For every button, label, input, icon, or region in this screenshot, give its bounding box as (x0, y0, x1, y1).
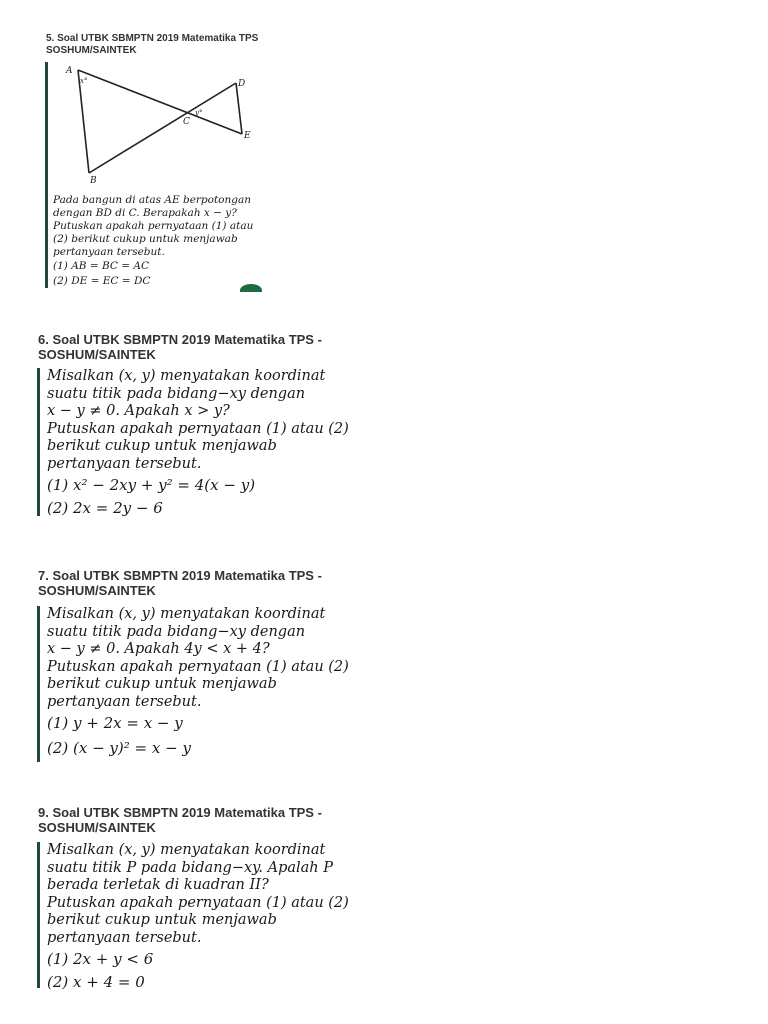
q7-heading-line-2: SOSHUM/SAINTEK (38, 583, 156, 598)
q9-option-2: (2) x + 4 = 0 (47, 973, 145, 991)
q5-line-4: berikut cukup untuk menjawab (71, 233, 238, 245)
q9-line-5: berikut cukup untuk menjawab (47, 912, 277, 928)
q7-line-6: pertanyaan tersebut. (47, 693, 202, 710)
q6-heading-line-1: 6. Soal UTBK SBMPTN 2019 Matematika TPS - (38, 332, 322, 347)
q9-line-4: Putuskan apakah pernyataan (1) atau (2) (47, 894, 349, 911)
q6-option-1: (1) x² − 2xy + y² = 4(x − y) (47, 476, 256, 494)
q6-heading-line-2: SOSHUM/SAINTEK (38, 347, 156, 362)
q7-heading (38, 568, 322, 598)
label-c: C (183, 117, 190, 127)
q7-option-2: (2) (x − y)² = x − y (47, 739, 191, 757)
q7-line-1: Misalkan (x, y) menyatakan koordinat (47, 606, 326, 622)
q9-heading-line-1: 9. Soal UTBK SBMPTN 2019 Matematika TPS - (38, 805, 322, 820)
q9-line-3: berada terletak di kuadran II? (47, 877, 269, 893)
q7-option-1: (1) y + 2x = x − y (47, 714, 183, 732)
q6-heading (38, 332, 322, 362)
q7-line-4: Putuskan apakah pernyataan (1) atau (2) (47, 658, 349, 675)
q9-line-2: suatu titik P pada bidang−xy. Apalah P (47, 859, 334, 876)
q7-heading-line-1: 7. Soal UTBK SBMPTN 2019 Matematika TPS - (38, 568, 322, 583)
label-y: y° (195, 109, 203, 117)
label-e: E (244, 131, 251, 141)
q9-line-1: Misalkan (x, y) menyatakan koordinat (47, 842, 326, 858)
q5-heading-line-1: 5. Soal UTBK SBMPTN 2019 Matematika TPS (46, 33, 258, 44)
q6-line-1: Misalkan (x, y) menyatakan koordinat (47, 368, 326, 384)
q6-line-5: berikut cukup untuk menjawab (47, 438, 277, 454)
q5-heading-line-2: SOSHUM/SAINTEK (46, 45, 137, 56)
segment-ae (78, 70, 242, 134)
q5-line-2: dengan BD di C. Berapakah x − y? (53, 207, 237, 219)
q6-line-6: pertanyaan tersebut. (47, 455, 202, 472)
q9-line-6: pertanyaan tersebut. (47, 929, 202, 946)
q5-line-3: Putuskan apakah pernyataan (1) atau (2) (53, 220, 254, 245)
q9-option-1: (1) 2x + y < 6 (47, 950, 154, 968)
q7-block (37, 606, 349, 762)
q9-block (37, 842, 349, 991)
decorative-green-shape (240, 284, 262, 292)
q5-text (53, 194, 260, 288)
q6-option-2: (2) 2x = 2y − 6 (47, 499, 163, 517)
label-d: D (238, 79, 246, 89)
q6-line-4: Putuskan apakah pernyataan (1) atau (2) (47, 420, 349, 437)
segment-de (236, 83, 242, 134)
q7-line-2: suatu titik pada bidang−xy dengan (47, 623, 306, 640)
segment-bd (89, 83, 236, 173)
q5-line-1: Pada bangun di atas AE berpotongan (53, 194, 252, 206)
label-x: x° (80, 77, 88, 85)
q6-line-3: x − y ≠ 0. Apakah x > y? (47, 403, 230, 419)
q7-line-5: berikut cukup untuk menjawab (47, 676, 277, 692)
q9-heading-line-2: SOSHUM/SAINTEK (38, 820, 156, 835)
q7-line-3: x − y ≠ 0. Apakah 4y < x + 4? (47, 641, 270, 657)
q9-heading (38, 805, 322, 835)
q6-line-2: suatu titik pada bidang−xy dengan (47, 385, 306, 402)
label-b: B (90, 176, 97, 186)
q5-line-5: pertanyaan tersebut. (53, 246, 165, 258)
q6-block (37, 368, 349, 516)
label-a: A (66, 66, 73, 76)
q5-option-2: (2) DE = EC = DC (53, 275, 151, 287)
segment-ab (78, 70, 89, 173)
q5-option-1: (1) AB = BC = AC (53, 260, 150, 272)
